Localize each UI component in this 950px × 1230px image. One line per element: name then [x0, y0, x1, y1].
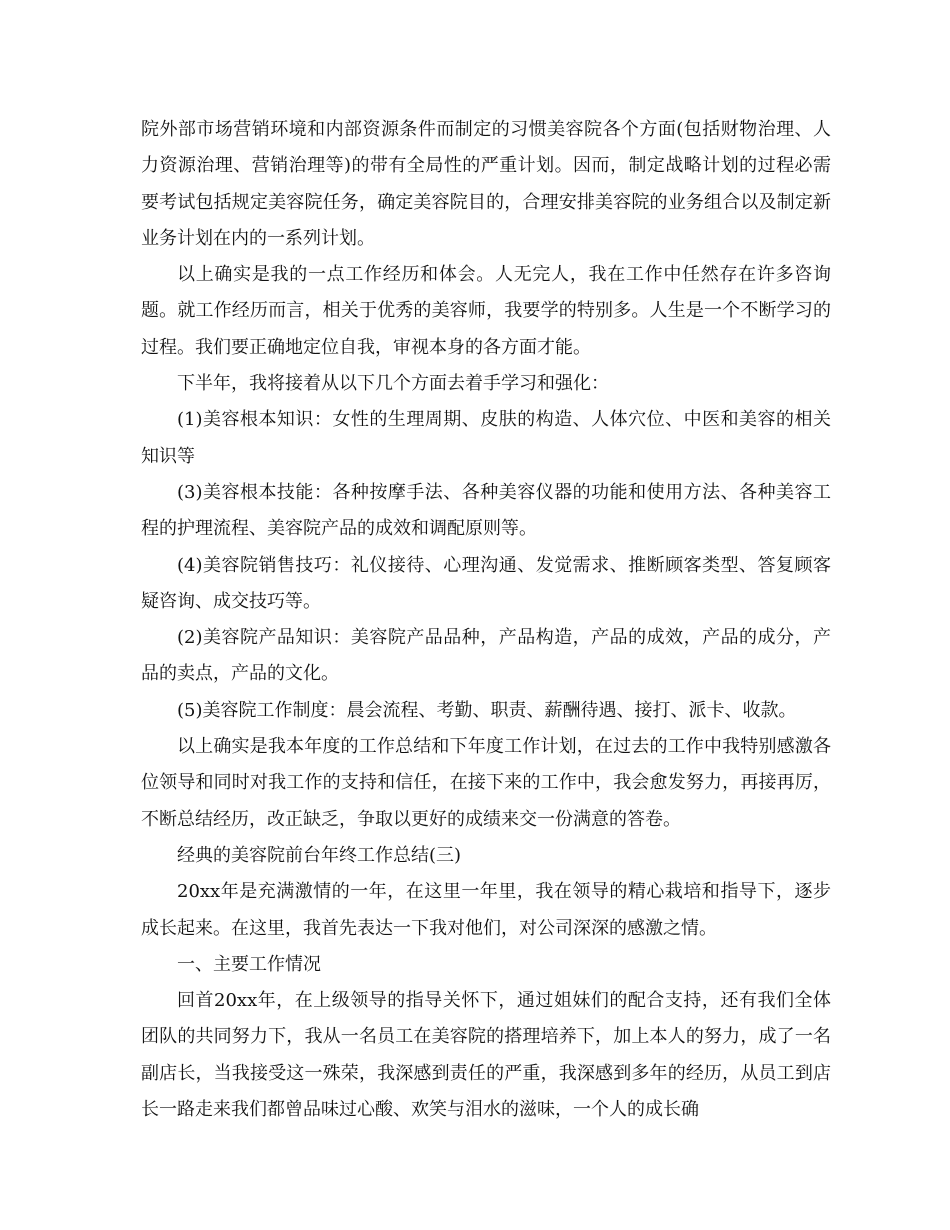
- paragraph-experience: 以上确实是我的一点工作经历和体会。人无完人，我在工作中任然存在许多咨询题。就工作经历而言，相关于优秀的美容师，我要学的特别多。人生是一个不断学习的过程。我们要正确地定位自我，审视本身的各方面才能。: [141, 264, 831, 358]
- list-item-product-knowledge: (2)美容院产品知识：美容院产品品种，产品构造，产品的成效，产品的成分，产品的卖点，产品的文化。: [141, 627, 831, 685]
- document-body: [141, 112, 831, 1128]
- paragraph-looking-back: 回首20xx年，在上级领导的指导关怀下，通过姐妹们的配合支持，还有我们全体团队的共同努力下，我从一名员工在美容院的搭理培养下，加上本人的努力，成了一名副店长，当我接受这一殊荣，我深感到责任的严重，我深感到多年的经历，从员工到店长一路走来我们都曾品味过心酸、欢笑与泪水的滋味，一个人的成长确: [141, 990, 831, 1121]
- paragraph-summary-thanks: 以上确实是我本年度的工作总结和下年度工作计划，在过去的工作中我特别感激各位领导和同时对我工作的支持和信任，在接下来的工作中，我会愈发努力，再接再厉，不断总结经历，改正缺乏，争取以更好的成绩来交一份满意的答卷。: [141, 736, 831, 830]
- paragraph-next-half-year: 下半年，我将接着从以下几个方面去着手学习和强化：: [177, 373, 609, 395]
- section-heading-three: 经典的美容院前台年终工作总结(三): [177, 844, 462, 866]
- paragraph-strategy-plan: 院外部市场营销环境和内部资源条件而制定的习惯美容院各个方面(包括财物治理、人力资源治理、营销治理等)的带有全局性的严重计划。因而，制定战略计划的过程必需要考试包括规定美容院任务，确定美容院目的，合理安排美容院的业务组合以及制定新业务计划在内的一系列计划。: [141, 119, 831, 249]
- list-item-work-rules: (5)美容院工作制度：晨会流程、考勤、职责、薪酬待遇、接打、派卡、收款。: [177, 699, 797, 721]
- list-item-basic-skills: (3)美容根本技能：各种按摩手法、各种美容仪器的功能和使用方法、各种美容工程的护理流程、美容院产品的成效和调配原则等。: [141, 481, 831, 540]
- list-item-basic-knowledge: (1)美容根本知识：女性的生理周期、皮肤的构造、人体穴位、中医和美容的相关知识等: [141, 409, 831, 467]
- paragraph-year-intro: 20xx年是充满激情的一年，在这里一年里，我在领导的精心栽培和指导下，逐步成长起来。在这里，我首先表达一下我对他们，对公司深深的感激之情。: [141, 881, 831, 939]
- list-item-sales-skills: (4)美容院销售技巧：礼仪接待、心理沟通、发觉需求、推断顾客类型、答复顾客疑咨询、成交技巧等。: [141, 554, 831, 612]
- section-heading-main-work: 一、主要工作情况: [177, 953, 321, 975]
